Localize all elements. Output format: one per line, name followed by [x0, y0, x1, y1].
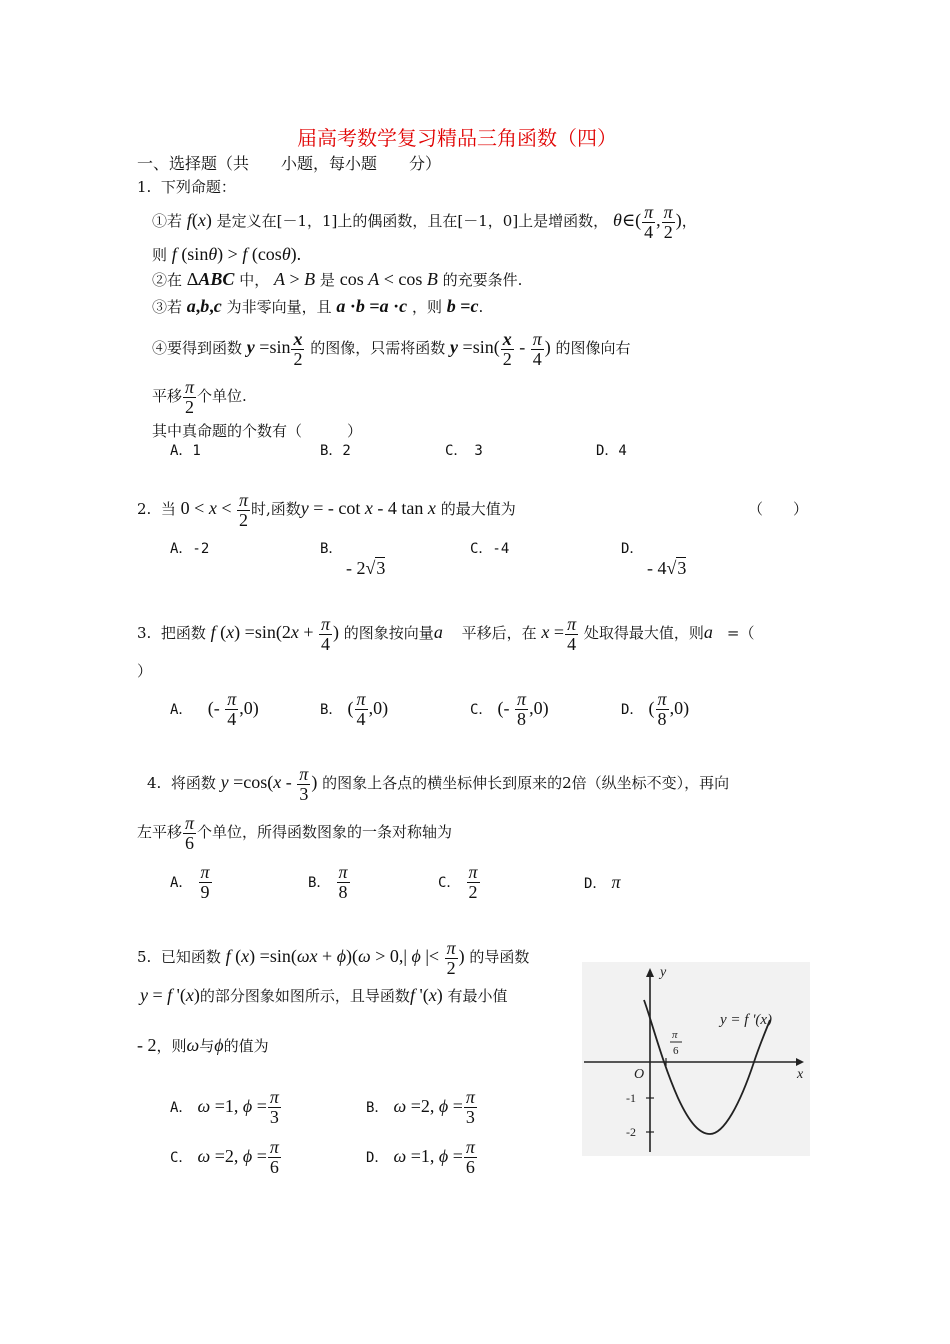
q5-option-b[interactable]: B． ω =2, ϕ = $\frac{\pi}{3}$ [366, 1087, 475, 1127]
prop-text: 的图像向右 [555, 339, 631, 357]
question-3-stem: 3. 把函数 f (x) =sin(2x + $\frac{\pi}{4}$ ) 的图象按向量a⃗ 平移后，在 x = $\frac{\pi}{4}$ 处取得最大值，则a⃗=（ [137, 613, 755, 654]
option-label: A． [170, 702, 193, 718]
question-text: 平移后，在 [461, 624, 537, 642]
question-1-stem [137, 176, 236, 197]
curve-label: y = f '(x) [720, 1012, 773, 1028]
question-text: 把函数 [160, 624, 206, 642]
q2-option-b[interactable]: B． - 2√3 [320, 541, 386, 578]
q2-option-a[interactable]: A．-2 [170, 541, 210, 557]
question-2-stem: 2. 当 0 < x < $\frac{\pi}{2}$ 时,函数y = - cot x - 4 tan x 的最大值为 [137, 489, 516, 530]
section-label: 一、选择题 [137, 154, 218, 173]
q1-proposition-4-cont: 平移 $\frac{\pi}{2}$ 个单位. [152, 376, 247, 417]
prop-text: ，则 [411, 298, 442, 316]
prop-text: 则 [152, 246, 168, 264]
prop-text: ②在 [152, 271, 183, 289]
section-heading [137, 151, 441, 174]
prop-text: 平移 [152, 387, 183, 405]
question-4-stem-cont: 左平移 $\frac{\pi}{6}$ 个单位，所得函数图象的一条对称轴为 [137, 812, 453, 853]
question-text: 当 [160, 500, 176, 518]
y-axis-label: y [660, 965, 667, 980]
prop-text: 是 [319, 271, 335, 289]
q3-option-d[interactable]: D． ( $\frac{\pi}{8}$ ,0) [621, 689, 690, 729]
q2-option-c[interactable]: C．-4 [470, 541, 510, 557]
option-label: A． [170, 1100, 193, 1116]
x-axis-label: x [797, 1067, 804, 1082]
question-text: 的最大值为 [440, 500, 516, 518]
question-text: 处取得最大值，则 [583, 624, 704, 642]
q1-proposition-1: ①若 f(x) 是定义在[－1，1]上的偶函数，且在[－1，0]上是增函数， θ∈( $\frac{\pi}{4}$ , $\frac{\pi}{2}$ )， [152, 201, 697, 242]
page-title: 届高考数学复习精品三角函数（四） [297, 126, 617, 150]
option-label: D． [621, 541, 644, 557]
q1-option-b[interactable]: B．2 [320, 443, 351, 459]
q4-option-b[interactable]: B． $\frac{\pi}{8}$ [308, 862, 348, 902]
q5-option-c[interactable]: C． ω =2, ϕ = $\frac{\pi}{6}$ [170, 1137, 279, 1177]
prop-text: 的图像，只需将函数 [310, 339, 446, 357]
q1-proposition-1-cont: 则 f (sinθ) > f (cosθ). [152, 244, 302, 264]
section-note: （共 小题，每小题 分） [217, 154, 442, 173]
prop-text: ①若 [152, 212, 183, 230]
q4-option-c[interactable]: C． $\frac{\pi}{2}$ [438, 862, 478, 902]
y-axis-arrow-icon [646, 968, 654, 977]
q3-option-c[interactable]: C． (- $\frac{\pi}{8}$ ,0) [470, 689, 549, 729]
prop-text: 个单位. [197, 387, 247, 405]
option-label: C． [170, 1150, 193, 1166]
question-number: 3. [137, 624, 152, 642]
question-text: 个单位，所得函数图象的一条对称轴为 [197, 823, 453, 841]
q1-ask: 其中真命题的个数有（ ） [152, 422, 363, 440]
q4-option-a[interactable]: A． $\frac{\pi}{9}$ [170, 862, 210, 902]
option-label: D． [584, 876, 607, 892]
q2-option-d[interactable]: D． - 4√3 [621, 541, 687, 578]
q1-proposition-2: ②在 ΔABC 中， A > B 是 cos A < cos B 的充要条件. [152, 269, 523, 289]
question-4-stem: 4. 将函数 y =cos(x - $\frac{\pi}{3}$ ) 的图象上各点的横坐标伸长到原来的2倍（纵坐标不变），再向 [147, 763, 730, 804]
tick-label-minus-2: -2 [626, 1125, 636, 1139]
question-text: 左平移 [137, 823, 183, 841]
prop-text: ③若 [152, 298, 183, 316]
q3-option-a[interactable]: A． (- $\frac{\pi}{4}$ ,0) [170, 689, 259, 729]
origin-label: O [634, 1067, 645, 1082]
question-text: 有最小值 [447, 987, 508, 1005]
option-label: C． [470, 702, 493, 718]
option-label: D． [366, 1150, 389, 1166]
option-label: A． [170, 875, 193, 891]
derivative-graph-svg [582, 962, 810, 1156]
question-text: 的值为 [223, 1037, 269, 1055]
question-text: 下列命题： [160, 178, 236, 196]
option-label: B． [320, 541, 343, 557]
q1-option-c[interactable]: C． 3 [445, 443, 483, 459]
q5-option-d[interactable]: D． ω =1, ϕ = $\frac{\pi}{6}$ [366, 1137, 475, 1177]
q1-option-d[interactable]: D．4 [596, 443, 627, 459]
q3-paren-end: ） [137, 662, 153, 680]
q2-answer-paren: （ ） [748, 500, 809, 518]
question-text: 将函数 [170, 774, 216, 792]
tick-label-pi: π [672, 1029, 678, 1041]
q1-proposition-4: ④要得到函数 y =sin $\frac{x}{2}$ 的图像，只需将函数 y =sin( $\frac{x}{2}$ - $\frac{\pi}{4}$ ) 的图像向右 [152, 328, 631, 369]
x-axis-arrow-icon [796, 1058, 804, 1066]
prop-text: 是定义在[－1，1]上的偶函数，且在[－1，0]上是增函数， [216, 212, 609, 230]
prop-text: 中， [239, 271, 270, 289]
option-label: B． [366, 1100, 389, 1116]
question-5-stem: 5. 已知函数 f (x) =sin(ωx + ϕ)(ω > 0,| ϕ |< $\frac{\pi}{2}$ ) 的导函数 [137, 937, 530, 978]
option-label: B． [320, 702, 343, 718]
q1-option-a[interactable]: A．1 [170, 443, 201, 459]
question-text: 已知函数 [160, 948, 221, 966]
tick-label-minus-1: -1 [626, 1091, 636, 1105]
q5-option-a[interactable]: A． ω =1, ϕ = $\frac{\pi}{3}$ [170, 1087, 279, 1127]
question-text: 的图象按向量 [343, 624, 434, 642]
prop-text: ④要得到函数 [152, 339, 243, 357]
question-5-stem-cont: y = f '(x)的部分图象如图所示，且导函数f '(x) 有最小值 [140, 985, 508, 1005]
prop-text: 为非零向量，且 [226, 298, 332, 316]
q4-option-d[interactable]: D． π [584, 872, 621, 892]
question-text: 的导函数 [469, 948, 530, 966]
question-number: 2. [137, 500, 152, 518]
derivative-graph-figure [582, 962, 810, 1156]
question-text: 的部分图象如图所示，且导函数 [199, 987, 410, 1005]
q3-option-b[interactable]: B． ( $\frac{\pi}{4}$ ,0) [320, 689, 389, 729]
q1-proposition-3: ③若 a,b,c 为非零向量，且 a ·b =a ·c ，则 b =c. [152, 296, 484, 316]
question-number: 5. [137, 948, 152, 966]
option-label: C． [438, 875, 461, 891]
question-text: ，则 [156, 1037, 187, 1055]
question-text: =（ [726, 624, 755, 642]
option-label: D． [621, 702, 644, 718]
question-number: 4. [147, 774, 162, 792]
question-5-stem-cont2: - 2，则ω与ϕ的值为 [137, 1035, 269, 1055]
option-label: B． [308, 875, 331, 891]
question-text: 的图象上各点的横坐标伸长到原来的2倍（纵坐标不变），再向 [322, 774, 730, 792]
prop-text: 的充要条件. [442, 271, 523, 289]
tick-label-six: 6 [673, 1045, 679, 1057]
question-number: 1. [137, 178, 152, 196]
question-text: 时,函数 [251, 500, 301, 518]
question-text: 与 [199, 1037, 215, 1055]
